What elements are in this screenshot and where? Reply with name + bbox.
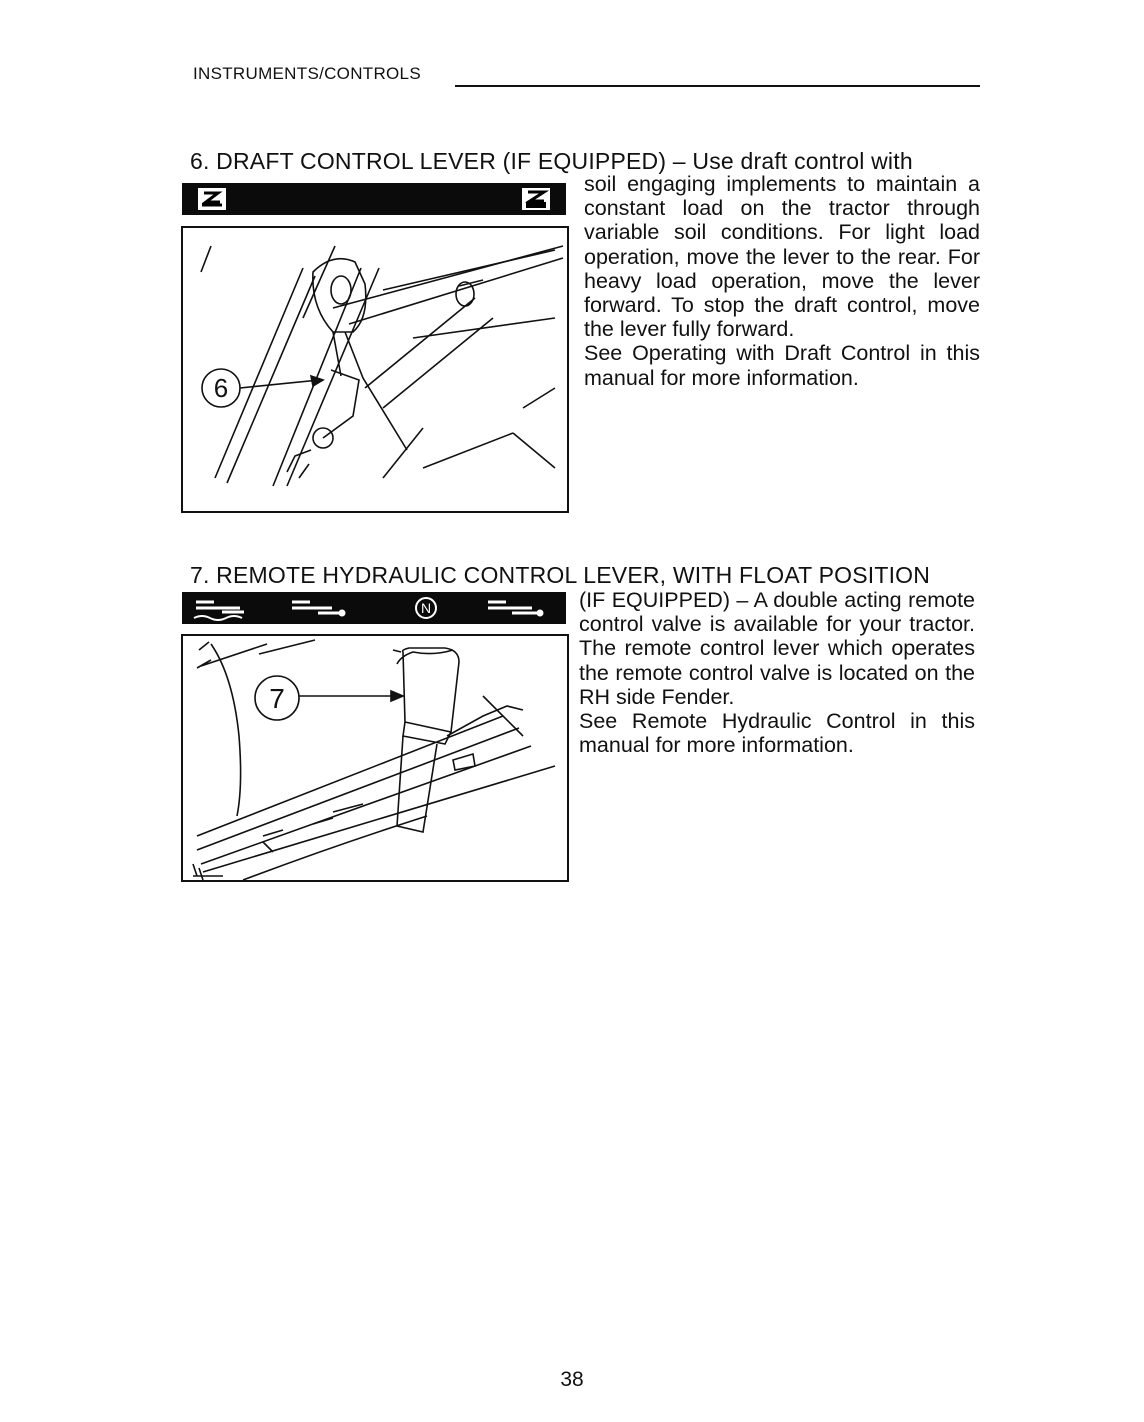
section-7-body — [579, 588, 975, 757]
cylinder-float-icon — [194, 602, 244, 620]
neutral-icon — [416, 598, 436, 618]
section-6-title: 6. DRAFT CONTROL LEVER (IF EQUIPPED) – Use draft control with — [190, 148, 913, 174]
hydraulic-symbol-bar — [182, 592, 566, 624]
header-rule — [455, 85, 980, 87]
draft-heavy-icon — [522, 188, 550, 210]
section-7-reference: See Remote Hydraulic Control in this manual for more information. — [579, 709, 975, 758]
draft-lever-illustration — [181, 226, 569, 513]
section-7-paragraph: (IF EQUIPPED) – A double acting remote control valve is available for your tractor. The remote control lever which operates the remote control valve is located on the RH side Fender. — [579, 588, 975, 709]
neutral-symbol: N — [420, 600, 432, 616]
cylinder-retract-icon — [488, 602, 542, 615]
header-title: INSTRUMENTS/CONTROLS — [193, 64, 421, 83]
section-7-title: 7. REMOTE HYDRAULIC CONTROL LEVER, WITH FLOAT POSITION — [190, 562, 931, 588]
remote-hydraulic-lever-illustration — [181, 634, 569, 882]
callout-6: 6 — [213, 373, 229, 403]
section-6-body — [584, 172, 980, 390]
section-6-paragraph: soil engaging implements to maintain a constant load on the tractor through variable soil conditions. For light load operation, move the lever to the rear. For heavy load operation, move the lever forward. To stop the draft control, move the lever fully forward. — [584, 172, 980, 342]
page-header — [193, 60, 980, 90]
draft-light-icon — [198, 188, 226, 210]
page-number: 38 — [560, 1368, 584, 1391]
section-6-reference: See Operating with Draft Control in this manual for more information. — [584, 341, 980, 390]
draft-symbol-bar — [182, 183, 566, 215]
callout-7: 7 — [269, 683, 285, 714]
cylinder-extend-icon — [292, 602, 344, 615]
